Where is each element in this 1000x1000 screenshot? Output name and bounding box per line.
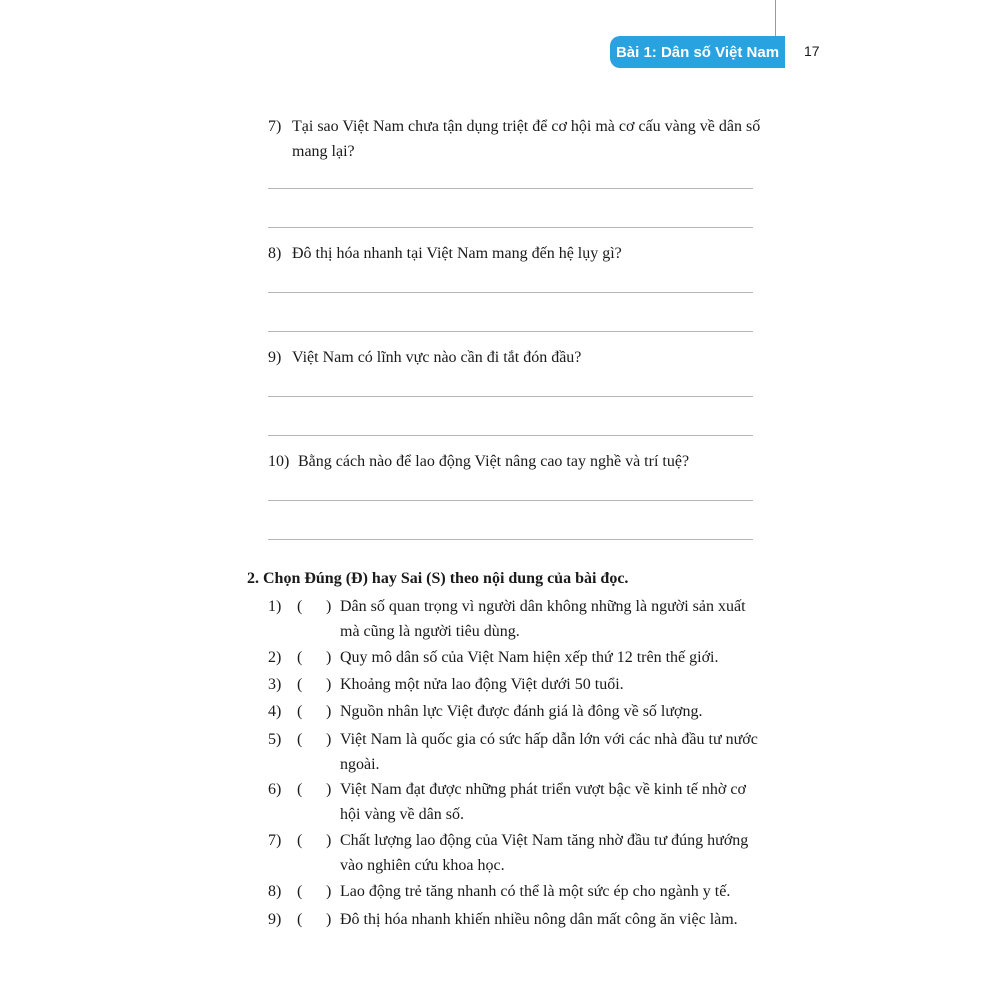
answer-blank-close[interactable]: ) (326, 676, 332, 693)
item-text: Việt Nam là quốc gia có sức hấp dẫn lớn với các nhà đầu tư nước ngoài. (340, 731, 758, 773)
question-number: 8) (268, 245, 282, 262)
item-number: 6) (268, 781, 282, 798)
item-number: 5) (268, 731, 282, 748)
answer-blank-close[interactable]: ) (326, 703, 332, 720)
answer-blank-open[interactable]: ( (297, 703, 303, 720)
item-text: Quy mô dân số của Việt Nam hiện xếp thứ 12 trên thế giới. (340, 649, 719, 666)
question-7 (268, 114, 768, 164)
item-text: Dân số quan trọng vì người dân không những là người sản xuất mà cũng là người tiêu dùng. (340, 598, 746, 640)
answer-line[interactable] (268, 435, 753, 436)
question-9 (268, 345, 768, 370)
answer-line[interactable] (268, 188, 753, 189)
item-text: Việt Nam đạt được những phát triển vượt bậc về kinh tế nhờ cơ hội vàng về dân số. (340, 781, 746, 823)
item-number: 3) (268, 676, 282, 693)
true-false-item (268, 879, 768, 904)
answer-line[interactable] (268, 539, 753, 540)
question-number: 10) (268, 453, 290, 470)
true-false-item (268, 828, 768, 878)
answer-blank-close[interactable]: ) (326, 883, 332, 900)
item-number: 8) (268, 883, 282, 900)
answer-line[interactable] (268, 396, 753, 397)
answer-line[interactable] (268, 331, 753, 332)
answer-line[interactable] (268, 227, 753, 228)
question-text: Tại sao Việt Nam chưa tận dụng triệt để cơ hội mà cơ cấu vàng về dân số mang lại? (292, 118, 761, 160)
answer-blank-open[interactable]: ( (297, 832, 303, 849)
page-divider-line (775, 0, 776, 40)
answer-blank-open[interactable]: ( (297, 911, 303, 928)
item-number: 4) (268, 703, 282, 720)
item-number: 2) (268, 649, 282, 666)
answer-blank-close[interactable]: ) (326, 731, 332, 748)
answer-blank-close[interactable]: ) (326, 911, 332, 928)
item-text: Chất lượng lao động của Việt Nam tăng nhờ đầu tư đúng hướng vào nghiên cứu khoa học. (340, 832, 749, 874)
true-false-item (268, 594, 768, 644)
answer-blank-open[interactable]: ( (297, 781, 303, 798)
answer-blank-close[interactable]: ) (326, 598, 332, 615)
item-number: 9) (268, 911, 282, 928)
true-false-item (268, 777, 768, 827)
question-8 (268, 241, 768, 266)
answer-blank-close[interactable]: ) (326, 781, 332, 798)
question-number: 7) (268, 118, 282, 135)
section-2-title: 2. Chọn Đúng (Đ) hay Sai (S) theo nội dung của bài đọc. (247, 570, 629, 587)
true-false-item (268, 907, 768, 932)
question-text: Đô thị hóa nhanh tại Việt Nam mang đến hệ lụy gì? (292, 245, 622, 262)
item-number: 7) (268, 832, 282, 849)
answer-blank-open[interactable]: ( (297, 883, 303, 900)
lesson-title-badge: Bài 1: Dân số Việt Nam (610, 36, 785, 68)
item-text: Nguồn nhân lực Việt được đánh giá là đông về số lượng. (340, 703, 703, 720)
true-false-item (268, 645, 768, 670)
question-text: Bằng cách nào để lao động Việt nâng cao tay nghề và trí tuệ? (298, 453, 690, 470)
true-false-item (268, 727, 768, 777)
item-number: 1) (268, 598, 282, 615)
item-text: Đô thị hóa nhanh khiến nhiều nông dân mất công ăn việc làm. (340, 911, 738, 928)
answer-line[interactable] (268, 500, 753, 501)
item-text: Lao động trẻ tăng nhanh có thể là một sức ép cho ngành y tế. (340, 883, 731, 900)
answer-blank-close[interactable]: ) (326, 649, 332, 666)
answer-blank-close[interactable]: ) (326, 832, 332, 849)
true-false-item (268, 672, 768, 697)
answer-line[interactable] (268, 292, 753, 293)
question-10 (268, 449, 768, 474)
answer-blank-open[interactable]: ( (297, 731, 303, 748)
question-text: Việt Nam có lĩnh vực nào cần đi tắt đón đầu? (292, 349, 582, 366)
true-false-item (268, 699, 768, 724)
question-number: 9) (268, 349, 282, 366)
answer-blank-open[interactable]: ( (297, 649, 303, 666)
answer-blank-open[interactable]: ( (297, 676, 303, 693)
page-number: 17 (804, 43, 820, 59)
item-text: Khoảng một nửa lao động Việt dưới 50 tuổi. (340, 676, 624, 693)
answer-blank-open[interactable]: ( (297, 598, 303, 615)
